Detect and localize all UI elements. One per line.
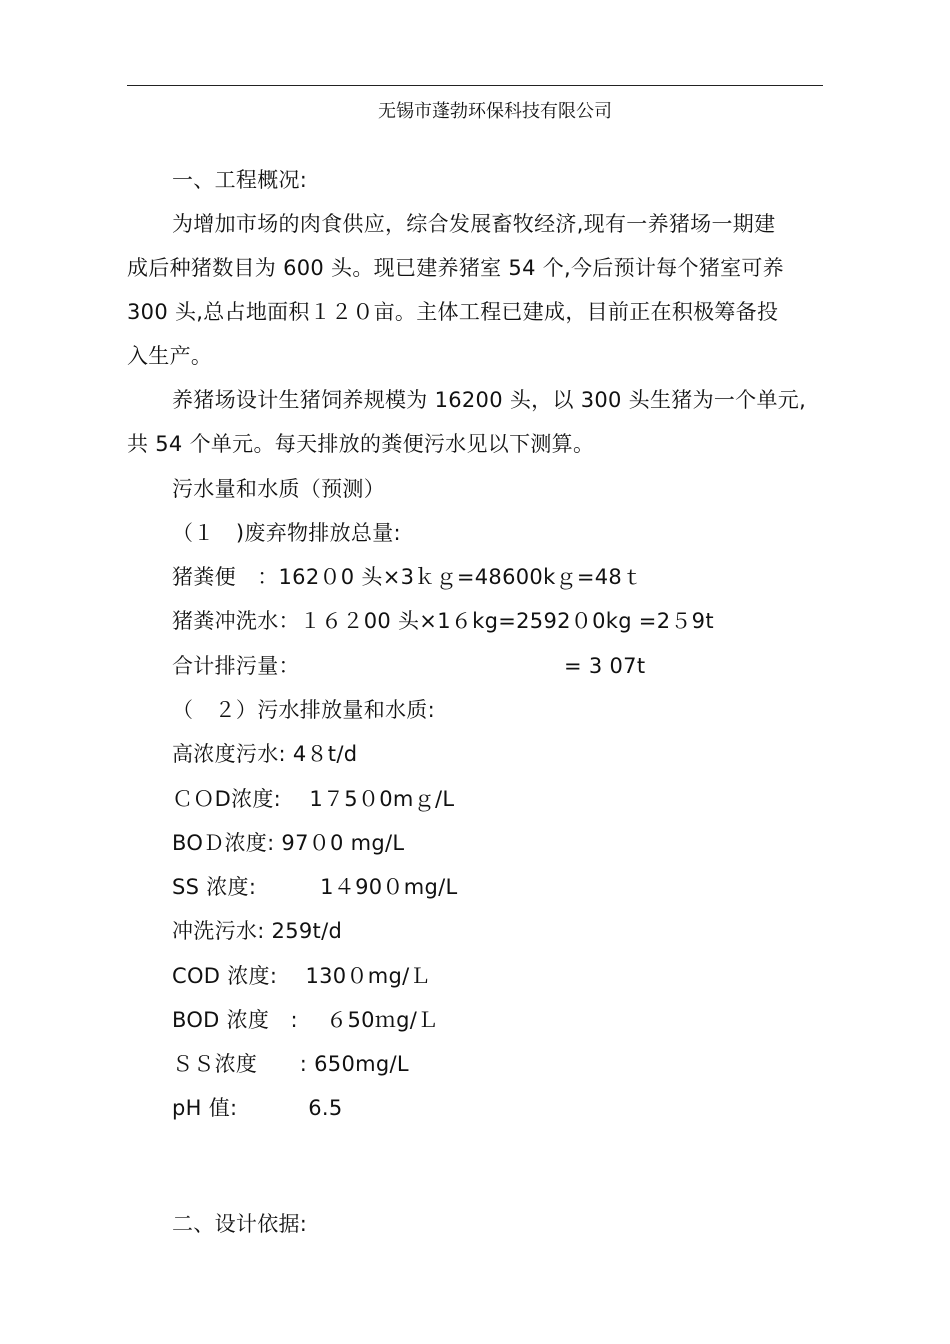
header-company-name: 无锡市蓬勃环保科技有限公司 — [378, 101, 612, 122]
intro-line-3: 300 头,总占地面积１２０亩。主体工程已建成，目前正在积极筹备投 — [127, 300, 779, 324]
total-label: 合计排污量： — [172, 654, 300, 678]
high-conc-flow: 高浓度污水: 4８t/d — [172, 742, 358, 766]
wash-water-calc: 猪粪冲洗水：１６２00 头×1６kg=2592０0kg =2５9t — [172, 609, 714, 633]
intro-line-2: 成后种猪数目为 600 头。现已建养猪室 54 个,今后预计每个猪室可养 — [127, 256, 784, 280]
section-heading-overview: 一、工程概况: — [172, 168, 308, 192]
ph-value: pH 值: 6.5 — [172, 1096, 343, 1120]
wash-flow: 冲洗污水: 259t/d — [172, 919, 343, 943]
section-heading-basis: 二、设计依据: — [172, 1212, 308, 1236]
header-rule — [127, 85, 823, 86]
manure-calc: 猪粪便 ：162０0 头×3ｋｇ=48600kｇ=48ｔ — [172, 565, 644, 589]
total-title: （１ )废弃物排放总量: — [172, 521, 401, 545]
intro-line-1: 为增加市场的肉食供应，综合发展畜牧经济,现有一养猪场一期建 — [172, 212, 776, 236]
wash-bod: BOD 浓度 : ６50ｍg/Ｌ — [172, 1008, 439, 1032]
wash-cod: COD 浓度: 130０mg/Ｌ — [172, 964, 431, 988]
high-bod: BOＤ浓度: 97０0 mg/L — [172, 831, 405, 855]
high-cod: ＣＯD浓度: 1７5０0mｇ/L — [172, 787, 455, 811]
intro-line-4: 入生产。 — [127, 344, 213, 368]
scale-line-2: 共 54 个单元。每天排放的粪便污水见以下测算。 — [127, 432, 595, 456]
discharge-title: （ ２）污水排放量和水质: — [172, 698, 435, 722]
scale-line-1: 养猪场设计生猪饲养规模为 16200 头，以 300 头生猪为一个单元, — [172, 388, 807, 412]
total-value: = 3 07t — [564, 654, 646, 678]
wash-ss: ＳＳ浓度 : 650mg/L — [172, 1052, 409, 1076]
high-ss: SS 浓度: 1４90０mg/L — [172, 875, 458, 899]
quality-title: 污水量和水质（预测） — [172, 477, 385, 501]
